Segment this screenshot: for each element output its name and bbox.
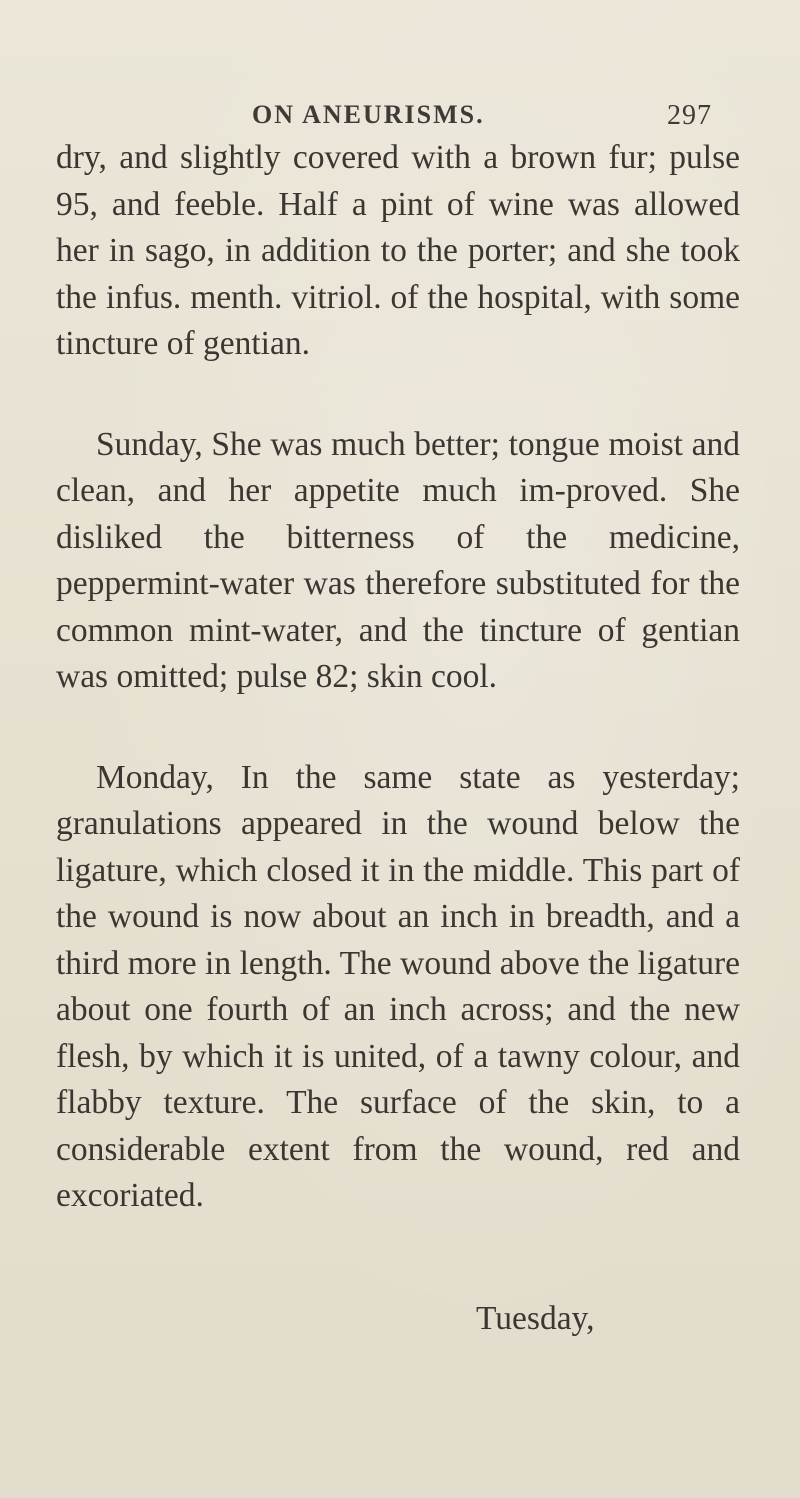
page-body — [56, 135, 740, 1220]
running-title: ON ANEURISMS. — [252, 100, 485, 129]
page-number: 297 — [667, 100, 712, 131]
paragraph-sunday: Sunday, She was much better; tongue moist and clean, and her appetite much im-proved. She disliked the bitterness of the medicine, peppermint-water was therefore substituted for the common mint-water, and the tincture of gentian was omitted; pulse 82; skin cool. — [56, 425, 740, 695]
catchword: Tuesday, — [476, 1300, 595, 1337]
paragraph-continued: dry, and slightly covered with a brown fur; pulse 95, and feeble. Half a pint of wine was allowed her in sago, in addition to the porter; and she took the infus. menth. vitriol. of the hospital, with some tincture of gentian. — [56, 139, 740, 362]
paragraph-monday: Monday, In the same state as yesterday; granulations appeared in the wound below the ligature, which closed it in the middle. This part of the wound is now about an inch in breadth, and a third more in length. The wound above the ligature about one fourth of an inch across; and the new flesh, by which it is united, of a tawny colour, and flabby texture. The surface of the skin, to a considerable extent from the wound, red and excoriated. — [56, 758, 740, 1214]
